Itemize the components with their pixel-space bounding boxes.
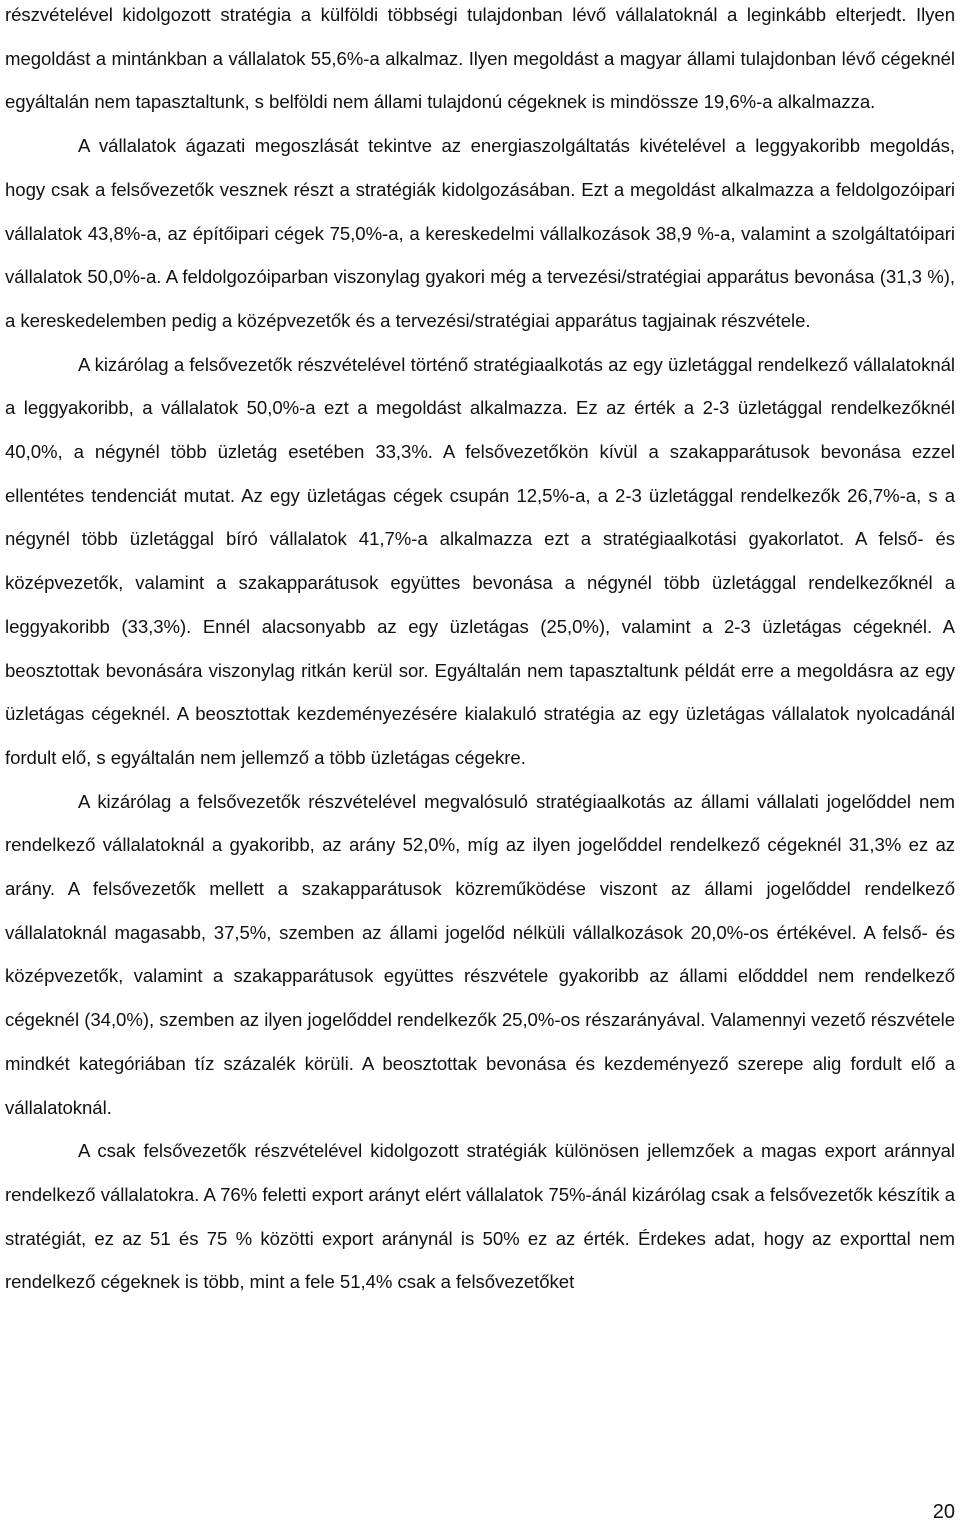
page-number: 20 bbox=[932, 1501, 955, 1523]
paragraph-2: A vállalatok ágazati megoszlását tekintve az energiaszolgáltatás kivételével a leggyakoribb megoldás, hogy csak a felsővezetők vesznek részt a stratégiák kidolgozásában. Ezt a megoldást alkalmazza a feldolgozóipari vállalatok 43,8%-a, az építőipari cégek 75,0%-a, a kereskedelmi vállalkozások 38,9 %-a, valamint a szolgáltatóipari vállalatok 50,0%-a. A feldolgozóiparban viszonylag gyakori még a tervezési/stratégiai apparátus bevonása (31,3 %), a kereskedelemben pedig a középvezetők és a tervezési/stratégiai apparátus tagjainak részvétele. bbox=[5, 135, 955, 331]
paragraph-5: A csak felsővezetők részvételével kidolgozott stratégiák különösen jellemzőek a magas export aránnyal rendelkező vállalatokra. A 76% feletti export arányt elért vállalatok 75%-ánál kizárólag csak a felsővezetők készítik a stratégiát, ez az 51 és 75 % közötti export aránynál is 50% ez az érték. Érdekes adat, hogy az exporttal nem rendelkező cégeknek is több, mint a fele 51,4% csak a felsővezetőket bbox=[5, 1140, 955, 1293]
paragraph-1: részvételével kidolgozott stratégia a külföldi többségi tulajdonban lévő vállalatoknál a leginkább elterjedt. Ilyen megoldást a mintánkban a vállalatok 55,6%-a alkalmaz. Ilyen megoldást a magyar állami tulajdonban lévő cégeknél egyáltalán nem tapasztaltunk, s belföldi nem állami tulajdonú cégeknek is mindössze 19,6%-a alkalmazza. bbox=[5, 4, 955, 113]
paragraph-4: A kizárólag a felsővezetők részvételével megvalósuló stratégiaalkotás az állami vállalati jogelőddel nem rendelkező vállalatoknál a gyakoribb, az arány 52,0%, míg az ilyen jogelőddel rendelkező cégeknél 31,3% ez az arány. A felsővezetők mellett a szakapparátusok közreműködése viszont az állami jogelőddel rendelkező vállalatoknál magasabb, 37,5%, szemben az állami jogelőd nélküli vállalkozások 20,0%-os értékével. A felső- és középvezetők, valamint a szakapparátusok együttes részvétele gyakoribb az állami elődddel nem rendelkező cégeknél (34,0%), szemben az ilyen jogelőddel rendelkezők 25,0%-os részarányával. Valamennyi vezető részvétele mindkét kategóriában tíz százalék körüli. A beosztottak bevonása és kezdeményező szerepe alig fordult elő a vállalatoknál. bbox=[5, 790, 955, 1118]
paragraph-3: A kizárólag a felsővezetők részvételével történő stratégiaalkotás az egy üzletággal rendelkező vállalatoknál a leggyakoribb, a vállalatok 50,0%-a ezt a megoldást alkalmazza. Ez az érték a 2-3 üzletággal rendelkezőknél 40,0%, a négynél több üzletág esetében 33,3%. A felsővezetőkön kívül a szakapparátusok bevonása ezzel ellentétes tendenciát mutat. Az egy üzletágas cégek csupán 12,5%-a, a 2-3 üzletággal rendelkezők 26,7%-a, s a négynél több üzletággal bíró vállalatok 41,7%-a alkalmazza ezt a stratégiaalkotási gyakorlatot. A felső- és középvezetők, valamint a szakapparátusok együttes bevonása a négynél több üzletággal rendelkezőknél a leggyakoribb (33,3%). Ennél alacsonyabb az egy üzletágas (25,0%), valamint a 2-3 üzletágas cégeknél. A beosztottak bevonására viszonylag ritkán kerül sor. Egyáltalán nem tapasztaltunk példát erre a megoldásra az egy üzletágas cégeknél. A beosztottak kezdeményezésére kialakuló stratégia az egy üzletágas vállalatok nyolcadánál fordult elő, s egyáltalán nem jellemző a több üzletágas cégekre. bbox=[5, 353, 955, 768]
document-page bbox=[5, 0, 955, 1304]
